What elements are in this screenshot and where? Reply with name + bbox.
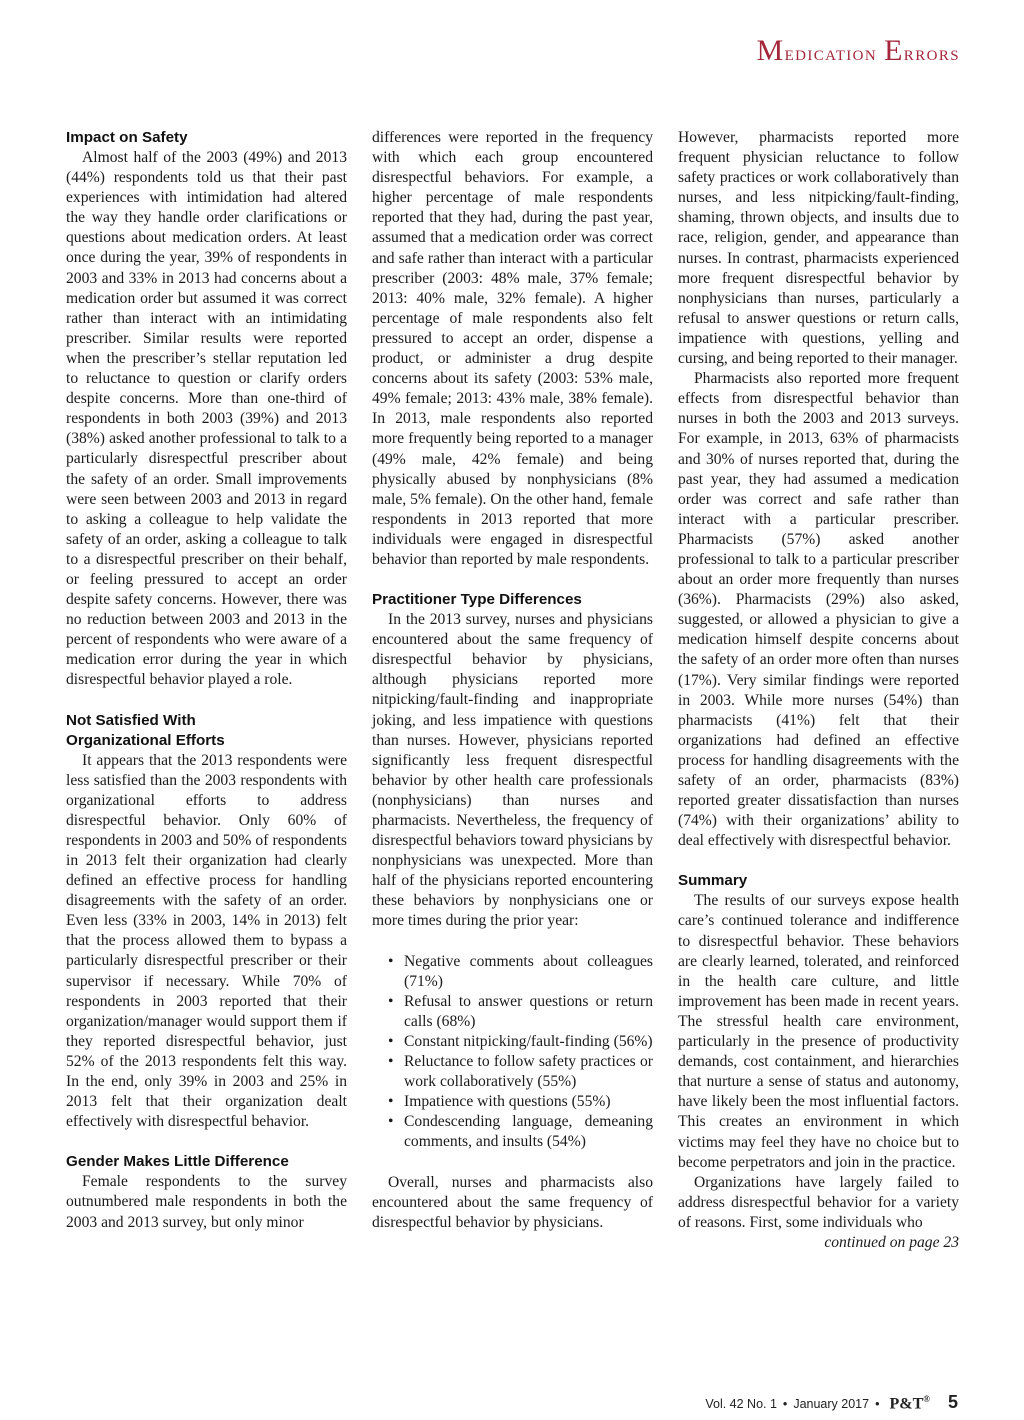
paragraph-pharmacists: Pharmacists also reported more frequent effects from disrespectful behavior than nurses in both the 2003 and 2013 surveys. For example, in 2013, 63% of pharmacists and 30% of nurses reported that, during the past year, they had assumed a medication order was correct and safe rather than interact with a particular prescriber. Pharmacists (57%) asked another professional to talk to a particular prescriber about an order more frequently than nurses (36%). Pharmacists (29%) also asked, suggested, or allowed a physician to give a medication himself despite concerns about the safety of an order more often than nurses (17%). Very similar findings were reported in 2003. While more nurses (54%) than pharmacists (41%) felt that their organizations had defined an effective process for handling disagreements with the safety of an order, pharmacists (83%) reported greater dissatisfaction than nurses (74%) with their organizations’ ability to deal effectively with disrespectful behavior.: [678, 370, 959, 850]
heading-not-satisfied-2: Organizational Efforts: [66, 731, 225, 749]
column-1: [66, 128, 347, 1233]
bullet-list: [372, 952, 653, 1153]
footer-volume: Vol. 42 No. 1: [705, 1397, 777, 1411]
bullet-dot: •: [388, 992, 394, 1010]
page-number: 5: [947, 1392, 958, 1412]
footer-date: January 2017: [793, 1397, 870, 1411]
heading-practitioner: Practitioner Type Differences: [372, 591, 582, 609]
page-footer: [705, 1392, 958, 1413]
running-head-initial2: E: [884, 34, 904, 67]
paragraph-gender: Female respondents to the survey outnumbered male respondents in both the 2003 and 2013 survey, but only minor: [66, 1173, 347, 1231]
column-2: [372, 128, 653, 1233]
heading-impact-on-safety: Impact on Safety: [66, 129, 188, 146]
bullet-dot: •: [388, 1093, 394, 1111]
footer-journal: P&T®: [889, 1393, 930, 1412]
paragraph-summary: The results of our surveys expose health care’s continued tolerance and indifference to disrespectful behavior. These behaviors are clearly learned, tolerated, and reinforced in the health care culture, and little improvement has been made in recent years. The stressful health care environment, particularly in the presence of productivity demands, cost containment, and hierarchies that nurture a sense of status and autonomy, have likely been the most influential factors. This creates an environment in which victims may feel they have no choice but to become perpetrators and join in the practice.: [678, 892, 959, 1171]
bullet-dot: •: [388, 1032, 394, 1050]
paragraph-organizations: Organizations have largely failed to address disrespectful behavior for a variety of reasons. First, some individuals who: [678, 1173, 959, 1231]
heading-gender: Gender Makes Little Difference: [66, 1153, 289, 1171]
running-head-word1: edication: [784, 40, 878, 65]
paragraph-gender-continued: differences were reported in the frequency with which each group encountered disrespectful behaviors. For example, a higher percentage of male respondents reported that they had, during the past year, assumed that a medication order was correct and safe rather than interact with a particular prescriber (2003: 48% male, 37% female; 2013: 40% male, 32% female). A higher percentage of male respondents also felt pressured to accept an order, dispense a product, or administer a drug despite concerns about its safety (2003: 53% male, 49% female; 2013: 43% male, 38% female). In 2013, male respondents also reported more frequently being reported to a manager (49% male, 42% female) and being physically abused by nonphysicians (8% male, 5% female). On the other hand, female respondents in 2013 reported that more individuals were engaged in disrespectful behavior than reported by male respondents.: [372, 129, 653, 568]
footer-separator: •: [875, 1397, 880, 1411]
bullet-item: • Refusal to answer questions or return calls (68%): [388, 992, 653, 1030]
heading-summary: Summary: [678, 872, 748, 890]
bullet-item: • Constant nitpicking/fault-finding (56%): [382, 1032, 653, 1052]
bullet-item: • Impatience with questions (55%): [382, 1092, 653, 1112]
paragraph-overall: Overall, nurses and pharmacists also encountered about the same frequency of disrespectful behavior by physicians.: [372, 1173, 653, 1231]
paragraph-however: However, pharmacists reported more frequent physician reluctance to follow safety practices or work collaboratively than nurses, and less nitpicking/fault-finding, shaming, thrown objects, and insults due to race, religion, gender, and appearance than nurses. In contrast, pharmacists experienced more frequent disrespectful behavior by nonphysicians than nurses, particularly a refusal to answer questions or return calls, impatience with questions, yelling and cursing, and being reported to their manager.: [678, 129, 959, 368]
bullet-dot: •: [388, 952, 394, 970]
running-head: [756, 34, 960, 68]
paragraph-not-satisfied: It appears that the 2013 respondents were less satisfied than the 2003 respondents with organizational efforts to address disrespectful behavior. Only 60% of respondents in 2003 and 50% of respondents in 2013 felt their organization had clearly defined an effective process for handling disagreements with the safety of an order. Even less (33% in 2003, 14% in 2013) felt that the process allowed them to bypass a particularly disrespectful prescriber or their supervisor if necessary. While 70% of respondents in 2003 reported that their organization/manager would support them if they reported disrespectful behavior, just 52% of the 2013 respondents felt this way. In the end, only 39% in 2003 and 25% in 2013 felt that their organization dealt effectively with disrespectful behavior.: [66, 751, 347, 1131]
running-head-initial: M: [756, 34, 785, 67]
footer-separator: •: [782, 1397, 788, 1411]
bullet-dot: •: [388, 1053, 394, 1071]
heading-not-satisfied-1: Not Satisfied With: [66, 711, 196, 729]
paragraph-impact: Almost half of the 2003 (49%) and 2013 (44%) respondents told us that their past experiences with intimidation had altered the way they handle order clarifications or questions about medication orders. At least once during the year, 39% of respondents in 2003 and 33% in 2013 had concerns about a medication order but assumed it was correct rather than interact with an intimidating prescriber. Similar results were reported when the prescriber’s stellar reputation led to reluctance to question or clarify orders despite concerns. More than one-third of respondents in both 2003 (39%) and 2013 (38%) asked another professional to talk to a particularly disrespectful prescriber about the safety of an order. Small improvements were seen between 2003 and 2013 in regard to asking a colleague to help validate the safety of an order, asking a colleague to talk to a disrespectful prescriber on their behalf, or feeling pressured to accept an order despite safety concerns. However, there was no reduction between 2003 and 2013 in the percent of respondents who were aware of a medication error during the year in which disrespectful behavior played a role.: [66, 149, 347, 689]
column-3: [678, 128, 959, 1253]
bullet-item: • Negative comments about colleagues (71%): [388, 952, 653, 990]
running-head-word2: rrors: [903, 40, 960, 65]
paragraph-practitioner: In the 2013 survey, nurses and physicians encountered about the same frequency of disrespectful behavior by physicians, although physicians reported more nitpicking/fault-finding and inappropriate joking, and less impatience with questions than nurses. However, physicians reported significantly less frequent disrespectful behavior by other health care professionals (nonphysicians) than nurses and pharmacists. Nevertheless, the frequency of disrespectful behaviors toward physicians by nonphysicians was unexpected. More than half of the physicians reported encountering these behaviors by nonphysicians one or more times during the prior year:: [372, 611, 653, 930]
bullet-item: • Reluctance to follow safety practices or work collaboratively (55%): [388, 1053, 653, 1091]
continued-on-page: continued on page 23: [824, 1233, 959, 1251]
bullet-item: • Condescending language, demeaning comments, and insults (54%): [388, 1113, 653, 1151]
bullet-dot: •: [388, 1113, 394, 1131]
